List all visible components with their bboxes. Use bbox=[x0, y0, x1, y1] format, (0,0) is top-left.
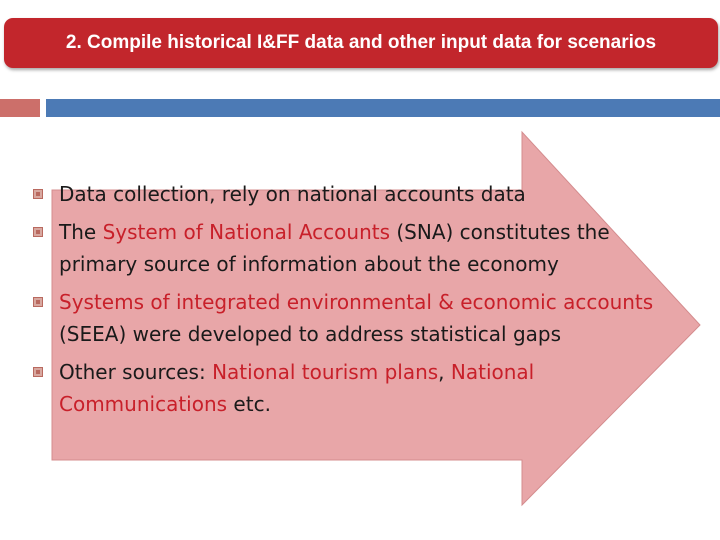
highlight-term: System of National Accounts bbox=[102, 220, 391, 244]
highlight-term: National Communications bbox=[59, 360, 535, 416]
bullet-text: (SEEA) were developed to address statistical gaps bbox=[59, 322, 562, 346]
bullet-text: Data collection, rely on national accounts data bbox=[59, 182, 526, 206]
highlight-term: Systems of integrated environmental & economic accounts bbox=[59, 290, 654, 314]
bullet-item bbox=[30, 178, 670, 210]
bullet-text: etc. bbox=[227, 392, 271, 416]
bullet-list bbox=[30, 178, 670, 426]
bullet-text: The bbox=[59, 220, 103, 244]
bullet-item bbox=[30, 356, 670, 420]
bullet-square-icon bbox=[33, 367, 43, 377]
slide-title: 2. Compile historical I&FF data and other input data for scenarios bbox=[65, 32, 657, 53]
bullet-text: Other sources: bbox=[59, 360, 213, 384]
bullet-item bbox=[30, 286, 670, 350]
bullet-square-icon bbox=[33, 189, 43, 199]
bullet-square-icon bbox=[33, 297, 43, 307]
bullet-text: , bbox=[438, 360, 451, 384]
bullet-square-icon bbox=[33, 227, 43, 237]
highlight-term: National tourism plans bbox=[212, 360, 439, 384]
bullet-item bbox=[30, 216, 670, 280]
bullet-text: (SNA) constitutes the primary source of information about the economy bbox=[59, 220, 610, 276]
